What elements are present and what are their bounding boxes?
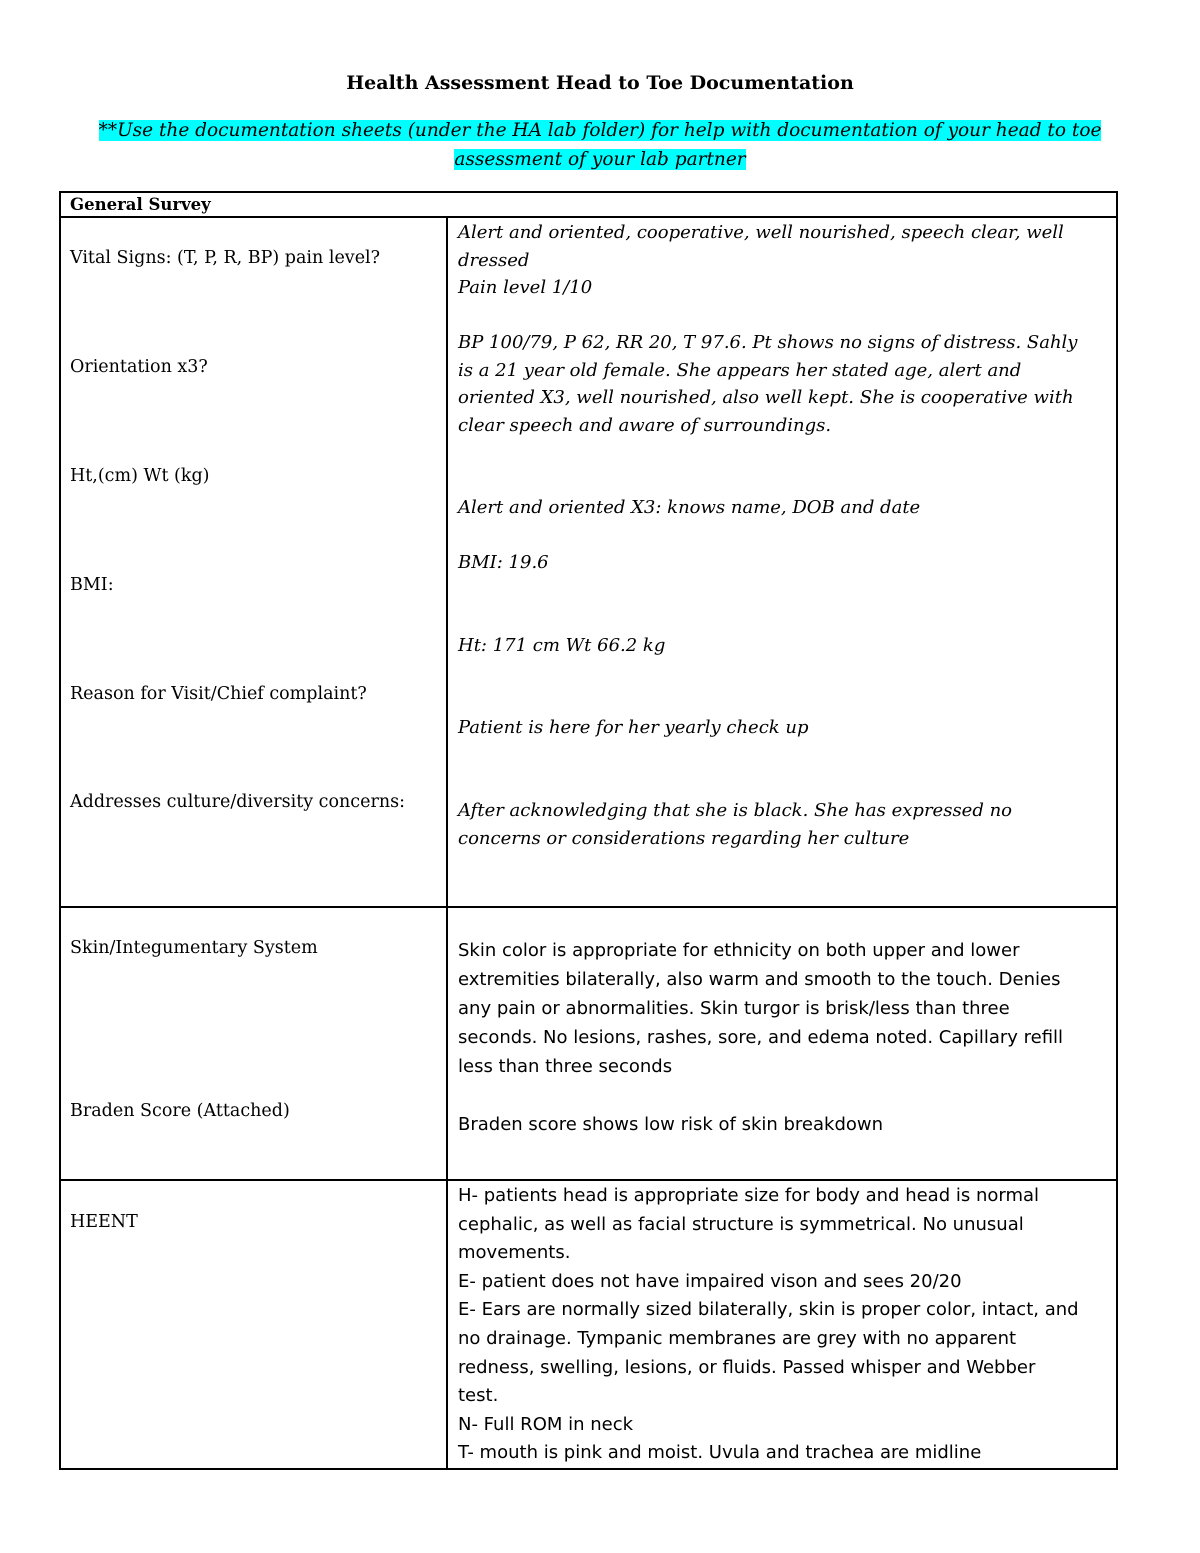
table-border-left [59,191,61,1470]
height-weight-label: Ht,(cm) Wt (kg) [70,466,210,486]
general-survey-intro: Alert and oriented, cooperative, well nourished, speech clear, well dressed Pain level 1/10 [458,222,1064,298]
bmi-label: BMI: [70,575,114,595]
table-border-top [59,191,1118,193]
skin-assessment-value: Skin color is appropriate for ethnicity on both upper and lower extremities bilaterally, also warm and smooth to the touch. Denies any pain or abnormalities. Skin turgor is brisk/less than three seconds. No lesions, rashes, sore, and edema noted. Capillary refill less than three seconds [458,940,1064,1077]
skin-label: Skin/Integumentary System [70,938,318,958]
heent-assessment-value: H- patients head is appropriate size for body and head is normal cephalic, as well as facial structure is symmetrical. No unusual movements. E- patient does not have impaired vison and sees 20/20 E- Ears are normally sized bilaterally, skin is proper color, intact, and no drainage. Tympanic membranes are grey with no apparent redness, swelling, lesions, or fluids. Passed whisper and Webber test. N- Full ROM in neck T- mouth is pink and moist. Uvula and trachea are midline [458,1185,1079,1464]
heent-label: HEENT [70,1212,138,1232]
culture-concerns-label: Addresses culture/diversity concerns: [70,792,405,812]
chief-complaint-value: Patient is here for her yearly check up [458,717,809,738]
table-border-right [1116,191,1118,1470]
vital-signs-label: Vital Signs: (T, P, R, BP) pain level? [70,248,381,268]
row-divider-2 [59,1179,1118,1181]
orientation-value: Alert and oriented X3: knows name, DOB and date [458,497,921,518]
document-title: Health Assessment Head to Toe Documentation [346,72,854,94]
braden-score-label: Braden Score (Attached) [70,1101,290,1121]
height-weight-value: Ht: 171 cm Wt 66.2 kg [458,635,666,656]
row-divider-1 [59,906,1118,908]
vital-signs-value: BP 100/79, P 62, RR 20, T 97.6. Pt shows no signs of distress. Sahly is a 21 year old female. She appears her stated age, alert and oriented X3, well nourished, also well kept. She is cooperative with clear speech and aware of surroundings. [458,332,1078,436]
instruction-note-line-1: **Use the documentation sheets (under the HA lab folder) for help with documentation of your head to toe [98,120,1102,141]
braden-score-value: Braden score shows low risk of skin breakdown [458,1114,884,1135]
instruction-note-line-2: assessment of your lab partner [454,149,746,170]
table-border-bottom [59,1468,1118,1470]
general-survey-header: General Survey [70,195,211,214]
chief-complaint-label: Reason for Visit/Chief complaint? [70,684,367,704]
header-row-divider [59,216,1118,218]
orientation-label: Orientation x3? [70,357,208,377]
culture-concerns-value: After acknowledging that she is black. She has expressed no concerns or considerations regarding her culture [458,800,1013,849]
column-divider [446,216,448,1470]
bmi-value: BMI: 19.6 [458,552,549,573]
